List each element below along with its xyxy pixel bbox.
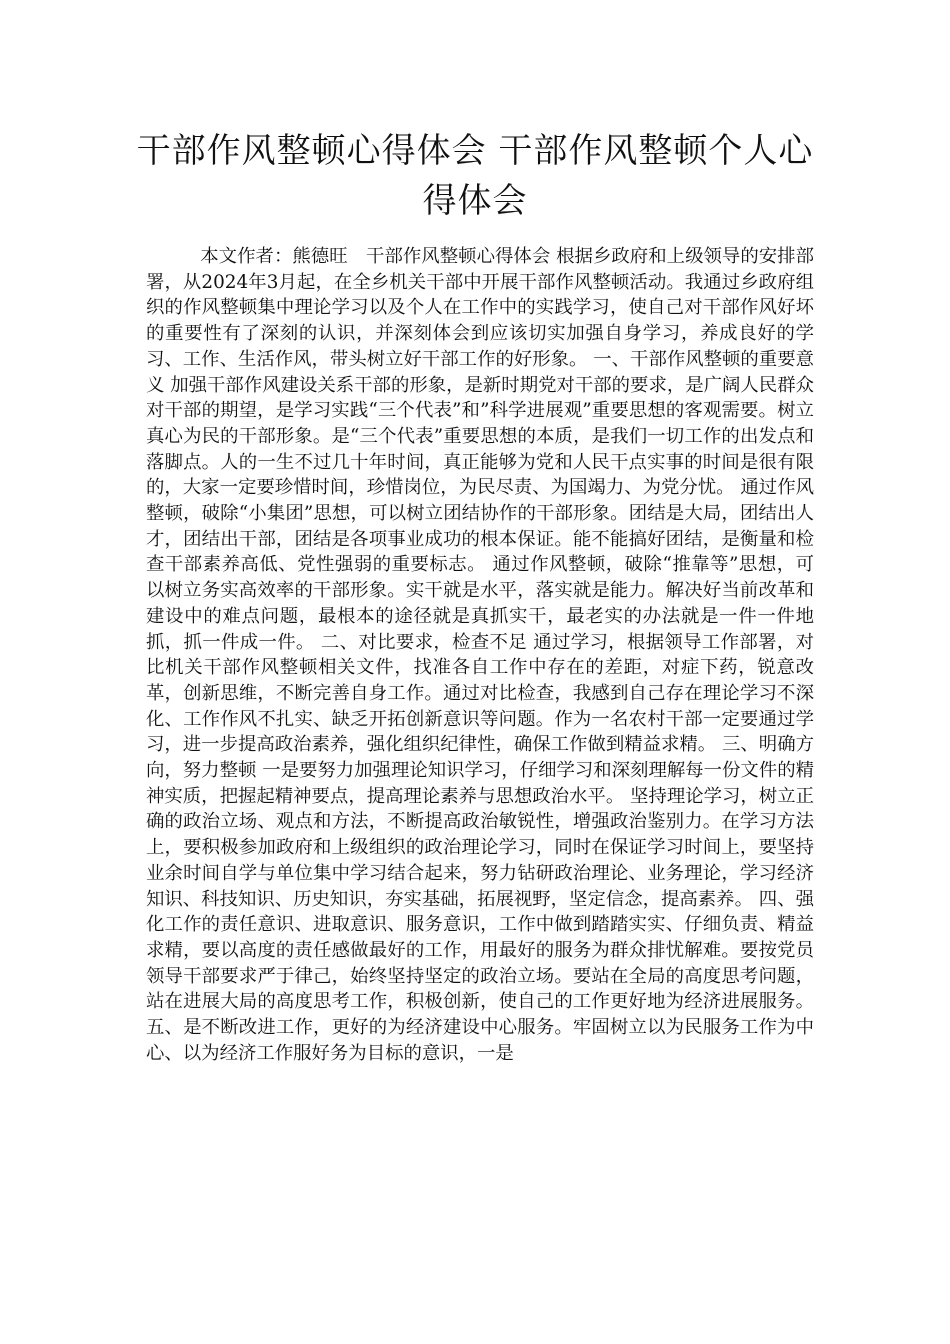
document-body-paragraph: 本文作者：熊德旺 干部作风整顿心得体会 根据乡政府和上级领导的安排部署，从2024年3月起，在全乡机关干部中开展干部作风整顿活动。我通过乡政府组织的作风整顿集中理论学习以及个人在工作中的实践学习，使自己对干部作风好坏的重要性有了深刻的认识，并深刻体会到应该切实加强自身学习，养成良好的学习、工作、生活作风，带头树立好干部工作的好形象。 一、干部作风整顿的重要意义 加强干部作风建设关系干部的形象，是新时期党对干部的要求，是广阔人民群众对干部的期望，是学习实践“三个代表”和”科学进展观”重要思想的客观需要。树立真心为民的干部形象。是“三个代表”重要思想的本质，是我们一切工作的出发点和落脚点。人的一生不过几十年时间，真正能够为党和人民干点实事的时间是很有限的，大家一定要珍惜时间，珍惜岗位，为民尽责、为国竭力、为党分忧。 通过作风整顿，破除“小集团”思想，可以树立团结协作的干部形象。团结是大局，团结出人才，团结出干部，团结是各项事业成功的根本保证。能不能搞好团结，是衡量和检查干部素养高低、党性强弱的重要标志。 通过作风整顿，破除“推靠等”思想，可以树立务实高效率的干部形象。实干就是水平，落实就是能力。解决好当前改革和建设中的难点问题，最根本的途径就是真抓实干，最老实的办法就是一件一件地抓，抓一件成一件。 二、对比要求，检查不足 通过学习，根据领导工作部署，对比机关干部作风整顿相关文件，找准各自工作中存在的差距，对症下药，锐意改革，创新思维，不断完善自身工作。通过对比检查，我感到自己存在理论学习不深化、工作作风不扎实、缺乏开拓创新意识等问题。作为一名农村干部一定要通过学习，进一步提高政治素养，强化组织纪律性，确保工作做到精益求精。 三、明确方向，努力整顿 一是要努力加强理论知识学习，仔细学习和深刻理解每一份文件的精神实质，把握起精神要点，提高理论素养与思想政治水平。 坚持理论学习，树立正确的政治立场、观点和方法，不断提高政治敏锐性，增强政治鉴别力。在学习方法上，要积极参加政府和上级组织的政治理论学习，同时在保证学习时间上，要坚持业余时间自学与单位集中学习结合起来，努力钻研政治理论、业务理论，学习经济知识、科技知识、历史知识，夯实基础，拓展视野，坚定信念，提高素养。 四、强化工作的责任意识、进取意识、服务意识，工作中做到踏踏实实、仔细负责、精益求精，要以高度的责任感做最好的工作，用最好的服务为群众排忧解难。要按党员领导干部要求严于律己，始终坚持坚定的政治立场。要站在全局的高度思考问题，站在进展大局的高度思考工作，积极创新，使自己的工作更好地为经济进展服务。 五、是不断改进工作，更好的为经济建设中心服务。牢固树立以为民服务工作为中心、以为经济工作服好务为目标的意识，一是: [146, 246, 814, 1064]
document-title: 干部作风整顿心得体会 干部作风整顿个人心得体会: [136, 131, 814, 221]
